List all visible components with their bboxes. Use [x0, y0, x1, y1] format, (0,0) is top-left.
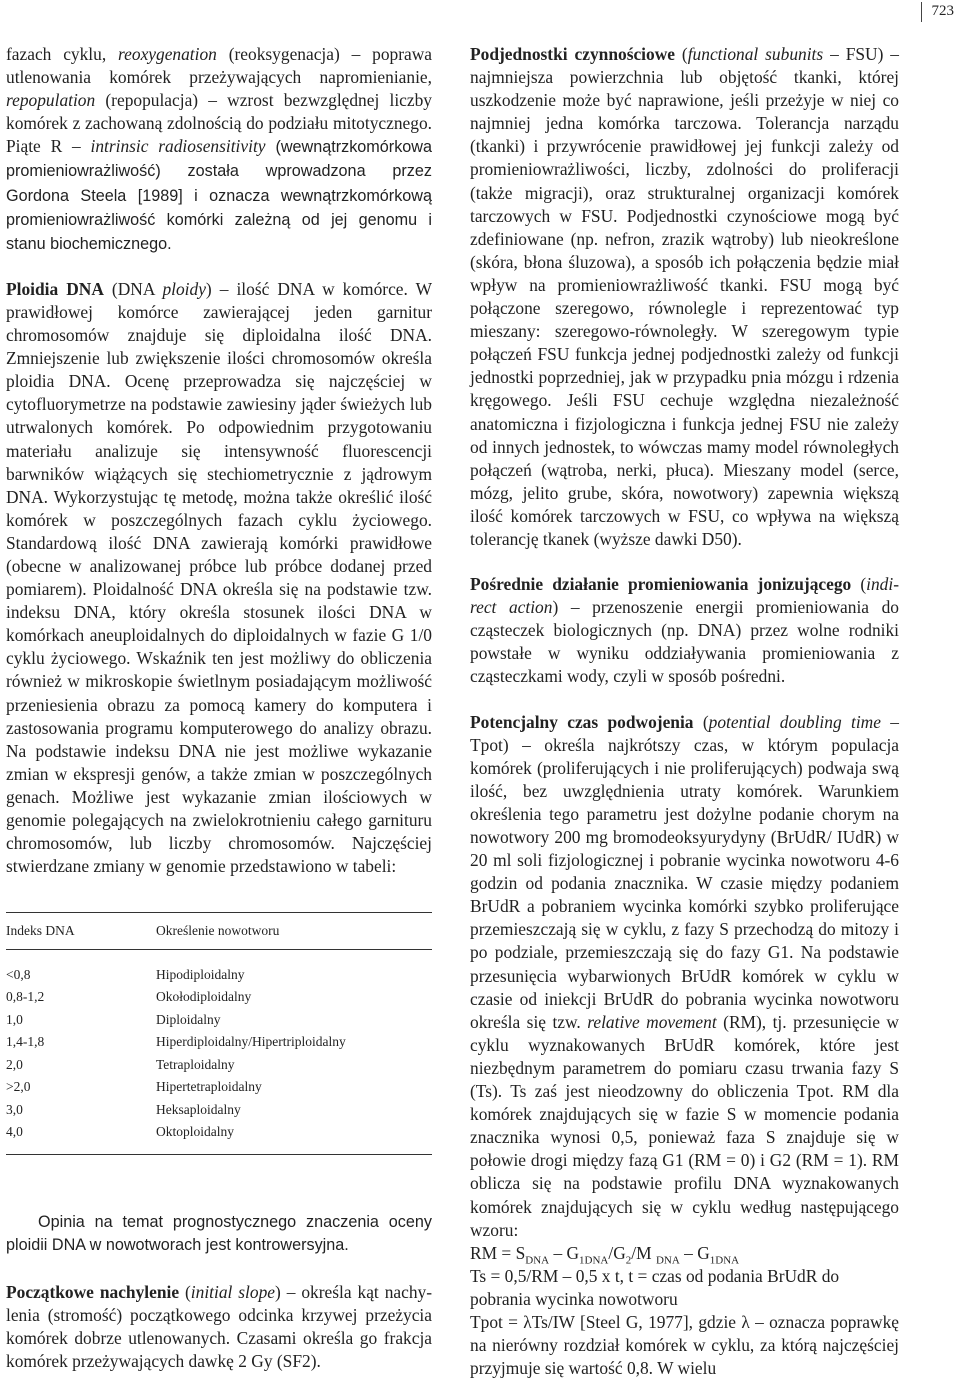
table-cell: Tetraploidalny	[156, 1056, 235, 1072]
table-cell: <0,8	[6, 966, 31, 982]
table-cell: 0,8-1,2	[6, 989, 45, 1005]
table-cell: 2,0	[6, 1056, 23, 1072]
term-italic: intrinsic radiosensitivity	[90, 136, 266, 157]
table-cell: 1,0	[6, 1011, 23, 1027]
text: – FSU) – najmniejsza powierzchnia lub objętość tkanki, której uszkodzenie może być naprawione, jeśli przeżyje w niej co najmniej jedna komórka tarczowa. Tolerancja narządu (tkanki) i przywrócenie prawidłowej jej funkcji zależy od promieniowrażliwości, liczby, zdolności do proliferacji (także migracji), oraz strukturalnej organizacji komórek tarczowych w FSU. Podjednostki czynościowe mogą być zdefiniowane (np. nefron, zrazik wątroby) lub nieokreślone (skóra, błona śluzowa), a sposób ich połączenia będzie miał wpływ na promieniowrażliwość tkanki. FSU mogą być połączone szeregowo, równolegle i reprezentować typ mieszany: szeregowo-równoległy. W szeregowym typie połączeń FSU funkcja jednej podjednostki zależy od funkcji jednostki poprzedniej, jak w przypadku pnia mózgu i rdzenia kręgowego. Jeśli FSU cechuje względna niezależność anatomiczna i fizjologiczna i funkcja jednej FSU nie zależy od innych jednostek, to wówczas mamy model równoległych połączeń (wątroba, nerki, płuca). Mieszany model (serce, mózg, jelito grube, skóra, nowotwory) zapewnia większą ilość komórek tarczowych w FSU, co wpływa na większą tolerancję tkanek (wyższe dawki D50).	[470, 44, 900, 549]
table-cell: Hipertetraploidalny	[156, 1079, 262, 1095]
page-number: 723	[921, 2, 955, 22]
table-cell: 3,0	[6, 1101, 23, 1117]
term-italic: ploidy	[162, 278, 206, 299]
term-italic: reoxygenation	[118, 44, 217, 64]
table-header-index: Indeks DNA	[6, 913, 156, 950]
text: (	[851, 574, 867, 595]
text: ) – ilość DNA w komórce. W prawidłowej komórce zawierającej jeden garnitur chromosomów znajduje się diploidalna ilość DNA. Zmniejszenie lub zwiększenie ilości chromosomów określa ploidia DNA. Ocenę przeprowadza się najczęściej w cytofluorymetrze na podstawie zawiesiny jąder świeżych lub utrwalonych komórek. Po odpowiednim przygotowaniu materiału analizuje się intensywność fluorescencji barwników wiążących się stechiometrycznie z jądrowym DNA. Wykorzystując tę metodę, można także określić ilość komórek w poszczególnych fazach cyklu życiowego. Standardową ilość DNA zawierają komórki prawidłowe (obecne w analizowanej próbce lub próbce dodanej przed pomiarem). Ploidalność DNA określa się na podstawie tzw. indeksu DNA, który określa stosunek ilości DNA w komórkach aneuploidalnych do diploidalnych w fazie G 1/0 cyklu życiowego. Wskaźnik ten jest możliwy do obliczenia również w mikroskopie świetlnym posiadającym możliwość przeniesienia obrazu za pomocą kamery do komputera i zastosowania programu komputerowego do analizy obrazu. Na podstawie indeksu DNA nie jest możliwe wykazanie zmian w ekspresji genów, a także zmian w poszczególnych genach. Możliwe jest wykazanie zmian ilościowych w genomie polegających na zwielokrotnieniu całego garnituru chromosomów, lub liczby chromosomów. Najczęściej stwierdzane zmiany w genomie przedstawiono w tabeli:	[6, 278, 432, 877]
paragraph-initial-slope	[6, 1281, 432, 1373]
text: – Tpot) – określa najkrótszy czas, w którym populacja komórek (proliferujących i nie proliferujących) podwaja swą ilość, bez uwzględnienia utraty komórek. Warunkiem określenia tego parametru jest dożylne podanie chorym na nowotwory 200 mg bromodeoksyurydyny (BrUdR/ IUdR) w 20 ml soli fizjologicznej i pobranie wycinka nowotworu 4-6 godzin od podania znacznika. W czasie między podaniem BrUdR a pobraniem wycinka komórki szybko proliferujące przemieszczają się w cyklu, z fazy S przechodzą do mitozy i po podziale, przemieszczają się do fazy G1. Na podstawie przesunięcia wybarwionych BrUdR komórek w cyklu w czasie od iniekcji BrUdR do pobrania wycinka nowotworu określa się tzw.	[470, 711, 899, 1032]
paragraph-five-r	[6, 43, 432, 256]
term-italic: relative movement	[587, 1011, 717, 1032]
table-row	[6, 986, 432, 1009]
paragraph-potential-doubling-time	[470, 711, 899, 1242]
formula-rm	[470, 1242, 899, 1265]
formula-ts: Ts = 0,5/RM – 0,5 x t, t = czas od podania BrUdR do pobrania wycinka nowotworu	[470, 1265, 840, 1309]
table-cell: Oktoploidalny	[156, 1121, 432, 1154]
left-column	[6, 43, 432, 1373]
formula-subscript: DNA	[655, 1254, 680, 1267]
term-bold: Potencjalny czas podwojenia	[470, 711, 694, 732]
table-cell: 4,0	[6, 1121, 156, 1154]
term-bold: Pośrednie działanie promieniowania jonizującego	[470, 574, 852, 595]
text: (reoksygenacja) – poprawa utlenowania komórek przeżywających napromienianie,	[6, 44, 433, 88]
paragraph-prognostic-opinion: Opinia na temat prognostycznego znaczenia oceny ploidii DNA w nowotworach jest kontrowersyjna.	[6, 1212, 432, 1254]
text: fazach cyklu,	[6, 44, 119, 64]
table-cell: Diploidalny	[156, 1011, 221, 1027]
text: (repopulacja) – wzrost bezwzględnej liczby komórek z zachowaną zdolnością do podziału mitotycznego. Piąte R –	[6, 90, 432, 157]
term-italic: potential doubling time	[708, 711, 881, 732]
term-bold: Ploidia DNA	[6, 278, 104, 299]
table-row	[6, 949, 432, 986]
formula-part: RM = S	[470, 1242, 526, 1263]
table-row	[6, 1054, 432, 1077]
table-row	[6, 1076, 432, 1099]
paragraph-functional-subunits	[470, 43, 899, 551]
formula-part: – G	[679, 1242, 710, 1263]
table-header-type: Określenie nowotworu	[156, 913, 432, 950]
formula-part: /M	[631, 1242, 656, 1263]
table-row	[6, 1099, 432, 1122]
table-cell: Okołodiploidalny	[156, 989, 252, 1005]
table-cell: Hipodiploidalny	[156, 966, 245, 982]
text: (	[179, 1281, 191, 1302]
table-header-row	[6, 913, 432, 950]
dna-index-table	[6, 912, 432, 1155]
text: (	[693, 711, 709, 732]
text: (	[675, 44, 688, 64]
term-italic: indirect action	[470, 574, 899, 618]
text: (DNA	[103, 278, 163, 299]
paragraph-indirect-action	[470, 573, 899, 688]
table-row	[6, 1009, 432, 1032]
formula-subscript: 2	[625, 1254, 632, 1267]
table-row	[6, 1121, 432, 1154]
text: ) – przenoszenie energii promieniowania do cząsteczek biologicznych (np. DNA) przez wolne rodniki powstałe w wyniku oddziaływania promieniowania z cząsteczkami wody, czyli w sposób pośredni.	[470, 597, 899, 687]
formula-subscript: 1DNA	[709, 1254, 740, 1267]
text: (RM), tj. przesunięcie w cyklu wyznakowanych BrUdR komórek, które jest niezbędnym parametrem do pomiaru czasu trwania fazy S (Ts). Ts zaś jest nieodzowny do obliczenia Tpot. RM dla komórek znajdujących się w fazie S w momencie podania znacznika wynosi 0,5, ponieważ faza S znajduje się w połowie drogi między fazą G1 (RM = 0) i G2 (RM = 1). RM oblicza się na podstawie profilu DNA wyznakowanych komórek znajdujących się w cyklu według następującego wzoru:	[470, 1011, 899, 1240]
text: ) – określa kąt nachylenia (stromość) początkowego odcinka krzywej przeżycia komórek dobrze utlenowanych. Czasami określa go frakcja komórek przeżywających dawkę 2 Gy (SF2).	[6, 1281, 433, 1372]
table-row	[6, 1031, 432, 1054]
formula-subscript: 1DNA	[579, 1254, 609, 1267]
term-italic: repopulation	[6, 90, 96, 111]
paragraph-dna-ploidy	[6, 278, 432, 878]
right-column	[470, 43, 899, 1380]
term-italic: initial slope	[190, 1281, 275, 1302]
term-bold: Podjednostki czynnościowe	[470, 44, 675, 64]
formula-subscript: DNA	[525, 1254, 550, 1267]
table-cell: >2,0	[6, 1079, 31, 1095]
table-cell: Hiperdiploidalny/Hipertriploidalny	[156, 1034, 346, 1050]
formula-part: – G	[549, 1242, 580, 1263]
term-bold: Początkowe nachylenie	[6, 1281, 180, 1302]
formula-part: /G	[608, 1242, 626, 1263]
table-cell: 1,4-1,8	[6, 1034, 45, 1050]
term-italic: functional subunits	[687, 44, 824, 64]
text: (wewnątrzkomórkowa promieniowrażliwość) została wprowadzona przez Gordona Steela [1989] i oznacza wewnątrzkomórkową promieniowrażliwość komórki zależną od jej genomu i stanu biochemicznego.	[6, 138, 432, 253]
table-cell: Heksaploidalny	[156, 1101, 241, 1117]
paragraph-tpot: Tpot = λTs/IW [Steel G, 1977], gdzie λ – oznacza poprawkę na nierówny rozdział komórek w cyklu, za którą najczęściej przyjmuje się wartość 0,8. W wielu	[470, 1311, 899, 1379]
